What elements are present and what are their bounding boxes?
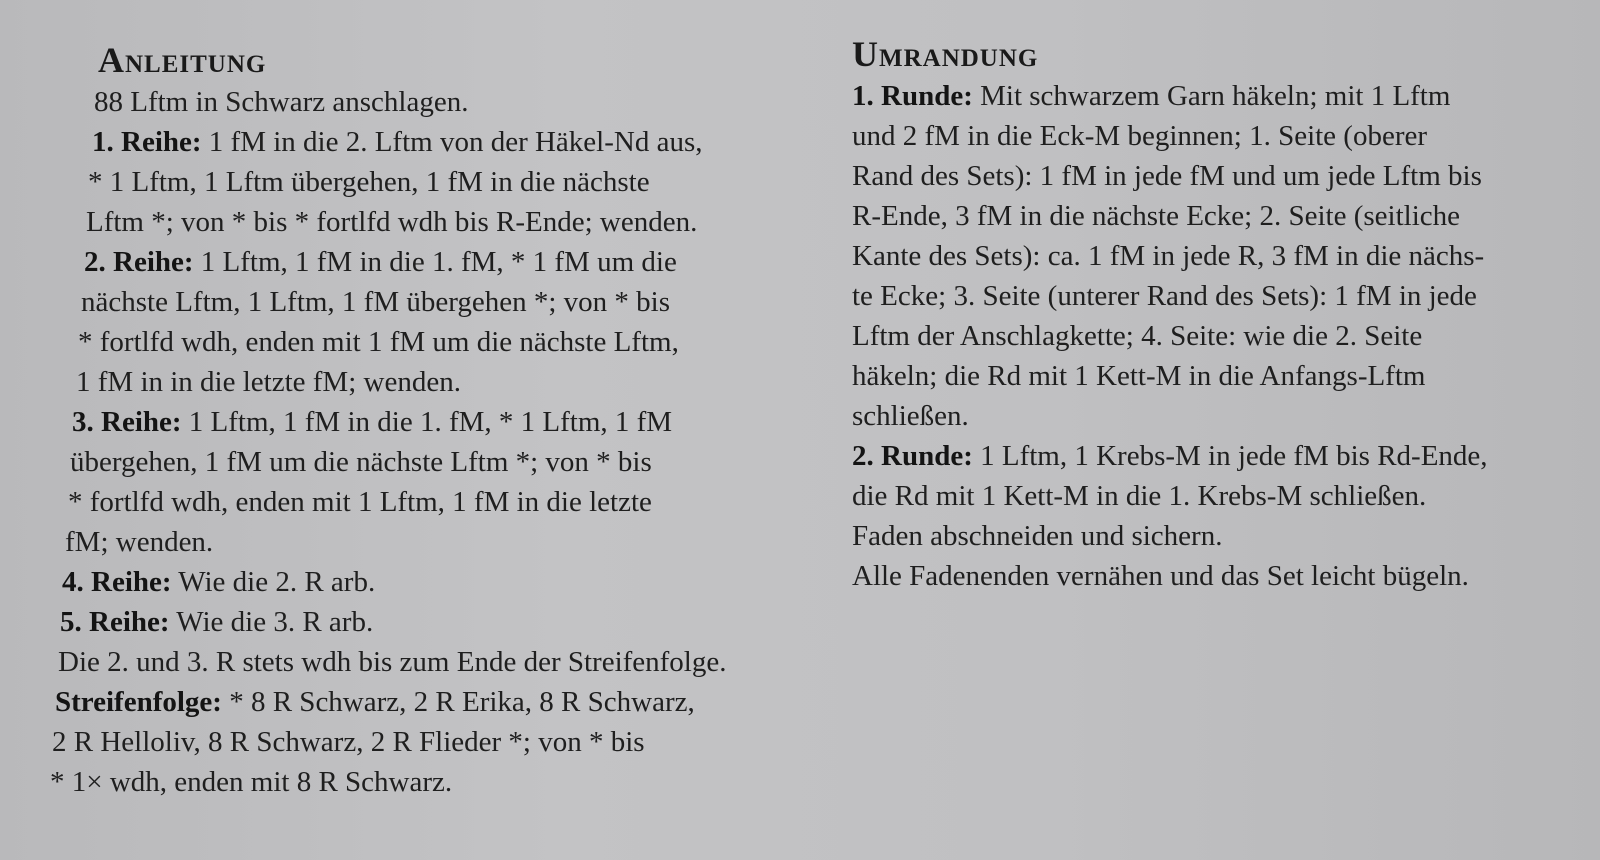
finish-line: Faden abschneiden und sichern. <box>852 520 1223 552</box>
round1-line: Kante des Sets): ca. 1 fM in jede R, 3 fM in die nächs- <box>852 240 1485 272</box>
round1-line: Rand des Sets): 1 fM in jede fM und um jede Lftm bis <box>852 160 1482 192</box>
stripe-sequence-line: * 1× wdh, enden mit 8 R Schwarz. <box>50 766 453 798</box>
border-column <box>852 34 1592 596</box>
round1-line: Lftm der Anschlagkette; 4. Seite: wie die 2. Seite <box>852 320 1423 352</box>
stripe-sequence-text: * 8 R Schwarz, 2 R Erika, 8 R Schwarz, <box>221 686 695 718</box>
row5-text: Wie die 3. R arb. <box>169 606 374 638</box>
instructions-column <box>48 38 808 802</box>
row1-label: 1. Reihe: <box>92 126 202 158</box>
round1-line: te Ecke; 3. Seite (unterer Rand des Sets): 1 fM in jede <box>852 280 1477 312</box>
row3-line: übergehen, 1 fM um die nächste Lftm *; von * bis <box>70 446 652 478</box>
row3-line <box>72 402 808 442</box>
row1-text: 1 fM in die 2. Lftm von der Häkel-Nd aus, <box>201 126 703 158</box>
round2-label: 2. Runde: <box>852 440 973 472</box>
round1-line: R-Ende, 3 fM in die nächste Ecke; 2. Seite (seitliche <box>852 200 1461 232</box>
row5-label: 5. Reihe: <box>60 606 170 638</box>
round2-line: die Rd mit 1 Kett-M in die 1. Krebs-M schließen. <box>852 480 1427 512</box>
stripe-sequence-label: Streifenfolge: <box>55 686 222 718</box>
row4-text: Wie die 2. R arb. <box>171 566 376 598</box>
round1-line: schließen. <box>852 400 969 432</box>
row4-line <box>62 562 808 602</box>
row2-text: 1 Lftm, 1 fM in die 1. fM, * 1 fM um die <box>193 246 677 278</box>
row2-label: 2. Reihe: <box>84 246 194 278</box>
stripe-sequence-line: 2 R Helloliv, 8 R Schwarz, 2 R Flieder *; von * bis <box>52 726 645 758</box>
row3-line: * fortlfd wdh, enden mit 1 Lftm, 1 fM in die letzte <box>68 486 652 518</box>
cast-on-line: 88 Lftm in Schwarz anschlagen. <box>94 86 469 118</box>
row2-line: nächste Lftm, 1 Lftm, 1 fM übergehen *; von * bis <box>81 286 671 318</box>
row1-line: * 1 Lftm, 1 Lftm übergehen, 1 fM in die nächste <box>88 166 650 198</box>
instructions-heading: Anleitung <box>98 40 267 80</box>
row1-line: Lftm *; von * bis * fortlfd wdh bis R-Ende; wenden. <box>86 206 698 238</box>
repeat-note: Die 2. und 3. R stets wdh bis zum Ende der Streifenfolge. <box>58 646 727 678</box>
finish-line: Alle Fadenenden vernähen und das Set leicht bügeln. <box>852 560 1469 592</box>
round2-line <box>852 436 1592 476</box>
row3-label: 3. Reihe: <box>72 406 182 438</box>
row3-line: fM; wenden. <box>65 526 214 558</box>
round1-line: und 2 fM in die Eck-M beginnen; 1. Seite (oberer <box>852 120 1428 152</box>
row1-line <box>92 122 808 162</box>
round1-line: häkeln; die Rd mit 1 Kett-M in die Anfangs-Lftm <box>852 360 1426 392</box>
border-heading: Umrandung <box>852 34 1039 74</box>
round2-text: 1 Lftm, 1 Krebs-M in jede fM bis Rd-Ende, <box>972 440 1488 472</box>
row2-line: * fortlfd wdh, enden mit 1 fM um die nächste Lftm, <box>78 326 679 358</box>
row5-line <box>60 602 808 642</box>
row3-text: 1 Lftm, 1 fM in die 1. fM, * 1 Lftm, 1 fM <box>181 406 673 438</box>
row2-line: 1 fM in in die letzte fM; wenden. <box>76 366 461 398</box>
row4-label: 4. Reihe: <box>62 566 172 598</box>
round1-text: Mit schwarzem Garn häkeln; mit 1 Lftm <box>972 80 1451 112</box>
round1-label: 1. Runde: <box>852 80 973 112</box>
stripe-sequence-line <box>55 682 808 722</box>
round1-line <box>852 76 1592 116</box>
row2-line <box>84 242 808 282</box>
